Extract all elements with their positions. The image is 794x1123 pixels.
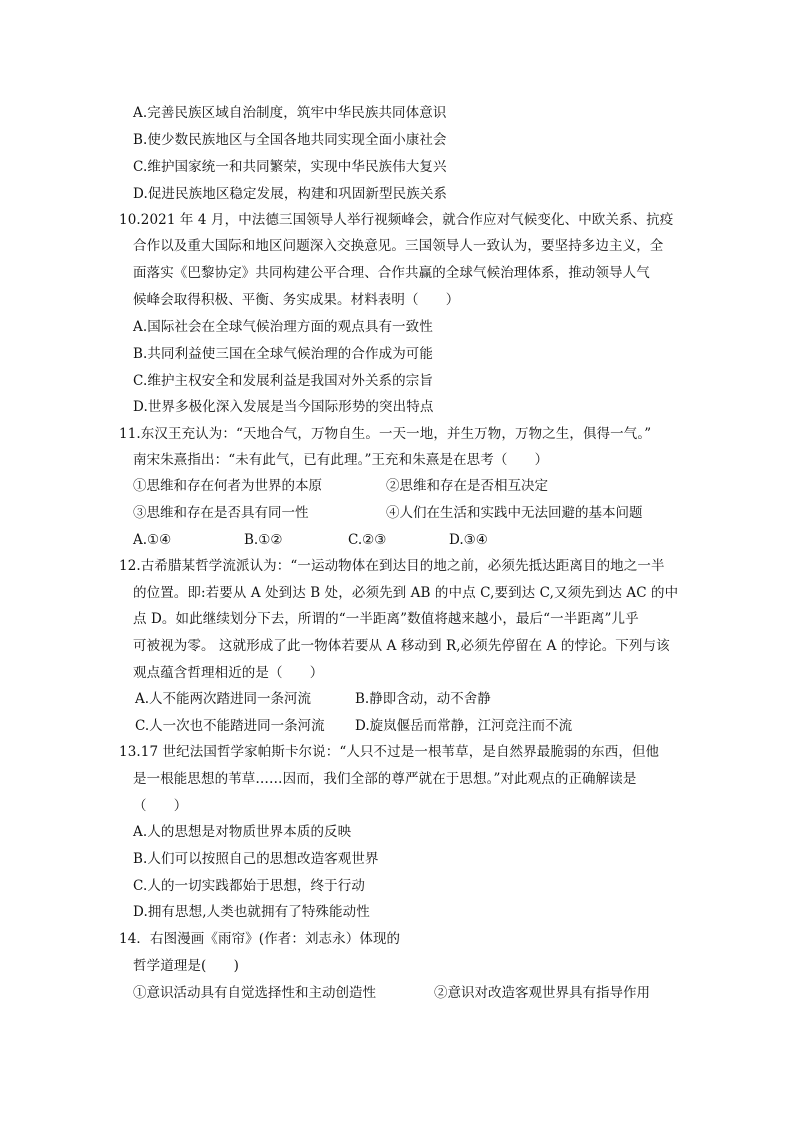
q10-stem-line-3: 面落实《巴黎协定》共同构建公平合理、合作共赢的全球气候治理体系，推动领导人气 [133, 265, 650, 281]
q14-stem-line-1: 14．右图漫画《雨帘》(作者：刘志永）体现的 [119, 931, 401, 947]
q12-option-c: C.人一次也不能踏进同一条河流 [135, 718, 325, 734]
q12-stem-line-4: 可被视为零。 这就形成了此一物体若要从 A 移动到 R,必须先停留在 A 的悖论。下列与该 [133, 638, 670, 654]
q12-stem-line-1: 12.古希腊某哲学流派认为：“一运动物体在到达目的地之前，必须先抵达距离目的地之一半 [119, 558, 665, 574]
q12-option-a: A.人不能两次踏进同一条河流 [135, 691, 312, 707]
q11-item-3: ③思维和存在是否具有同一性 [133, 505, 309, 521]
q11-stem-line-2: 南宋朱熹指出：“未有此气，已有此理。”王充和朱熹是在思考（ ） [133, 452, 549, 468]
q14-stem-line-2: 哲学道理是( ) [133, 958, 239, 974]
q10-option-d: D.世界多极化深入发展是当今国际形势的突出特点 [133, 399, 434, 415]
q13-stem-line-3: （ ） [133, 798, 188, 814]
q11-stem-line-1: 11.东汉王充认为：“天地合气，万物自生。一天一地，并生万物，万物之生，俱得一气。” [119, 426, 652, 442]
q11-option-c: C.②③ [348, 532, 387, 548]
q13-option-d: D.拥有思想,人类也就拥有了特殊能动性 [133, 904, 370, 920]
q10-option-b: B.共同利益使三国在全球气候治理的合作成为可能 [133, 346, 434, 362]
q11-option-a: A.①④ [133, 532, 172, 548]
q9-option-b: B.使少数民族地区与全国各地共同实现全面小康社会 [133, 132, 447, 148]
q9-option-d: D.促进民族地区稳定发展，构建和巩固新型民族关系 [133, 186, 448, 202]
q13-stem-line-2: 是一根能思想的苇草……因而，我们全部的尊严就在于思想。”对此观点的正确解读是 [133, 771, 637, 787]
q13-stem-line-1: 13.17 世纪法国哲学家帕斯卡尔说：“人只不过是一根苇草，是自然界最脆弱的东西，但他 [119, 744, 660, 760]
q10-option-c: C.维护主权安全和发展利益是我国对外关系的宗旨 [133, 373, 433, 389]
q11-option-b: B.①② [244, 532, 283, 548]
q12-stem-line-3: 点 D。如此继续划分下去，所谓的“一半距离”数值将越来越小，最后“一半距离”儿乎 [133, 611, 639, 627]
q12-option-b: B.静即含动，动不舍静 [355, 691, 491, 707]
q9-option-a: A.完善民族区域自治制度，筑牢中华民族共同体意识 [133, 105, 447, 121]
q12-stem-line-2: 的位置。即:若要从 A 处到达 B 处，必须先到 AB 的中点 C,要到达 C,又须先到达 AC 的中 [133, 585, 679, 601]
q11-option-d: D.③④ [449, 532, 488, 548]
q10-stem-line-2: 合作以及重大国际和地区问题深入交换意见。三国领导人一致认为，要坚持多边主义，全 [133, 238, 664, 254]
q12-option-d: D.旋岚偃岳而常静，江河竞注而不流 [355, 718, 573, 734]
q13-option-b: B.人们可以按照自己的思想改造客观世界 [133, 851, 379, 867]
q10-stem-line-4: 候峰会取得积极、平衡、务实成果。材料表明（ ） [133, 292, 460, 308]
q14-item-2: ②意识对改造客观世界具有指导作用 [434, 985, 650, 1001]
q11-item-1: ①思维和存在何者为世界的本原 [133, 478, 322, 494]
q14-item-1: ①意识活动具有自觉选择性和主动创造性 [133, 985, 376, 1001]
q11-item-2: ②思维和存在是否相互决定 [386, 478, 548, 494]
q11-item-4: ④人们在生活和实践中无法回避的基本问题 [386, 505, 643, 521]
q9-option-c: C.维护国家统一和共同繁荣，实现中华民族伟大复兴 [133, 159, 447, 175]
q13-option-a: A.人的思想是对物质世界本质的反映 [133, 824, 352, 840]
q10-option-a: A.国际社会在全球气候治理方面的观点具有一致性 [133, 319, 433, 335]
q12-stem-line-5: 观点蕴含哲理相近的是（ ） [133, 665, 324, 681]
q13-option-c: C.人的一切实践都始于思想，终于行动 [133, 878, 365, 894]
q10-stem-line-1: 10.2021 年 4 月，中法德三国领导人举行视频峰会，就合作应对气候变化、中欧关系、抗疫 [119, 212, 674, 228]
